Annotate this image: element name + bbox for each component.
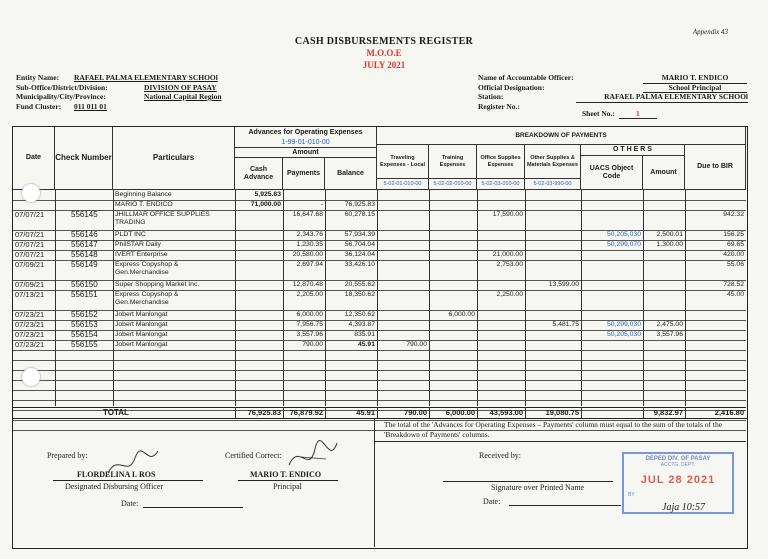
totals-label: TOTAL	[103, 408, 129, 417]
register-subtitle: M.O.O.E	[366, 48, 402, 58]
register-table	[12, 126, 748, 419]
cell-balance: 57,934.39	[344, 231, 375, 238]
cell-particulars: PLDT INC	[115, 231, 146, 238]
signature-label: Signature over Printed Name	[491, 483, 585, 492]
cell-bir: 156.25	[723, 231, 744, 238]
cell-payments: 7,956.75	[296, 321, 323, 328]
col-header-traveling: Traveling Expenses - Local	[377, 145, 429, 179]
register-label: Register No.:	[478, 101, 520, 111]
designation-value: School Principal	[643, 83, 747, 94]
title-block	[0, 36, 768, 71]
total-bir: 2,416.80	[714, 408, 744, 417]
cell-date: 07/23/21	[15, 340, 45, 349]
traveling-code: 5-02-01-010-00	[377, 179, 429, 190]
cell-check: 556147	[71, 240, 98, 249]
cell-uacs: 50,205,030	[606, 231, 641, 238]
col-header-due-bir: Due to BIR	[685, 145, 746, 190]
cell-particulars: PhilSTAR Daily	[115, 241, 161, 248]
cell-check: 556146	[71, 230, 98, 239]
col-header-uacs: UACS Object Code	[581, 156, 643, 190]
cell-payments: 6,000.00	[296, 311, 323, 318]
total-cash-advance: 76,925.83	[247, 408, 281, 417]
col-header-date: Date	[13, 127, 55, 190]
prepared-title: Designated Disbursing Officer	[65, 482, 164, 491]
designation-label: Official Designation:	[478, 82, 545, 92]
cell-payments: 1,230.35	[296, 241, 323, 248]
certified-label: Certified Correct:	[225, 451, 282, 460]
col-header-cash-advance: Cash Advance	[235, 158, 283, 190]
station-label: Station:	[478, 92, 504, 101]
right-header	[478, 73, 753, 111]
municipality-label: Municipality/City/Province:	[16, 92, 106, 101]
cell-training: 6,000.00	[448, 311, 475, 318]
cell-particulars: Jobert Manlongat	[115, 321, 168, 328]
cell-check: 556151	[71, 290, 98, 299]
certified-signature-icon	[281, 437, 341, 477]
cell-payments: 2,205.00	[296, 291, 323, 298]
stamp-date: JUL 28 2021	[640, 474, 716, 486]
station-value: RAFAEL PALMA ELEMENTARY SCHOOl	[576, 92, 748, 103]
cell-check: 556152	[71, 310, 98, 319]
total-payments: 76,879.92	[289, 408, 323, 417]
sheet-value: 1	[619, 109, 657, 119]
prepared-signature-icon	[103, 443, 163, 483]
entity-label: Entity Name:	[16, 73, 60, 82]
cell-particulars: Express Copyshop & Gen.Merchandise	[115, 261, 179, 276]
suboffice-label: Sub-Office/District/Division:	[16, 82, 108, 92]
cell-others-amt: 1,300.00	[656, 241, 683, 248]
sheet-label: Sheet No.:	[582, 109, 615, 118]
cell-others-amt: 2,475.00	[656, 321, 683, 328]
cell-date: 07/09/21	[15, 280, 45, 289]
cell-bir: 45.00	[726, 291, 744, 298]
col-header-payments: Payments	[283, 158, 325, 190]
fund-value: 011 011 01	[74, 101, 107, 111]
cell-others-amt: 2,500.01	[656, 231, 683, 238]
cell-particulars: Beginning Balance	[115, 191, 172, 198]
total-office: 43,593.00	[489, 408, 523, 417]
cell-uacs: 50,299,070	[606, 241, 641, 248]
stamp-by: BY	[628, 492, 635, 498]
cell-payments: 3,557.96	[296, 331, 323, 338]
cell-check: 556155	[71, 340, 98, 349]
cell-office: 2,753.00	[496, 261, 523, 268]
col-header-particulars: Particulars	[113, 127, 235, 190]
cell-particulars: IVERT Enterprise	[115, 251, 168, 258]
cell-others-amt: 3,557.96	[656, 331, 683, 338]
cell-bir: 728.52	[723, 281, 744, 288]
cell-other-sup: 5,481.75	[552, 321, 579, 328]
cell-particulars: MARIO T. ENDICO	[115, 201, 173, 208]
cell-bir: 942.32	[723, 211, 744, 218]
certified-name: MARIO T. ENDICO	[250, 470, 322, 479]
cell-payments: 2,343.76	[296, 231, 323, 238]
cell-balance: 76,925.83	[344, 201, 375, 208]
office-supplies-code: 5-02-03-010-00	[477, 179, 525, 190]
cell-date: 07/23/21	[15, 310, 45, 319]
cell-check: 556153	[71, 320, 98, 329]
advances-code: 1-99-01-010-00	[235, 138, 377, 148]
officer-value: MARIO T. ENDICO	[643, 73, 747, 84]
total-other-sup: 19,080.75	[545, 408, 579, 417]
cell-bir: 420.00	[723, 251, 744, 258]
total-travel: 790.00	[404, 408, 427, 417]
cell-balance: 56,704.04	[344, 241, 375, 248]
other-supplies-code: 5-02-03-990-00	[525, 179, 581, 190]
cell-check: 556145	[71, 210, 98, 219]
cell-bir: 69.65	[726, 241, 744, 248]
col-header-others-amount: Amount	[643, 156, 685, 190]
total-balance: 45.91	[356, 408, 375, 417]
cell-cash-advance: 5,925.83	[254, 191, 281, 198]
stamp-line1: DEPED DIV. OF PASAY	[645, 456, 711, 462]
total-note: The total of the 'Advances for Operating Expenses – Payments' column must equal to the sum of the totals of the 'Breakdown of Payments' columns.	[384, 420, 723, 439]
punch-hole-icon	[22, 184, 40, 202]
cell-balance: 45.91	[357, 341, 375, 348]
training-code: 5-02-02-010-00	[429, 179, 477, 190]
suboffice-value: DIVISION OF PASAY	[144, 82, 217, 92]
cell-balance: 835.91	[354, 331, 375, 338]
register-period: JULY 2021	[362, 60, 406, 70]
cell-uacs: 50,205,030	[606, 331, 641, 338]
prepared-date-label: Date:	[121, 499, 139, 508]
cell-balance: 12,350.62	[344, 311, 375, 318]
cell-particulars: Jobert Manlongat	[115, 341, 168, 348]
cell-payments: 790.00	[302, 341, 323, 348]
cell-date: 07/23/21	[15, 330, 45, 339]
col-header-breakdown: BREAKDOWN OF PAYMENTS	[377, 127, 746, 145]
received-label: Received by:	[479, 451, 521, 460]
stamp-handwritten: Jaja 10:57	[662, 502, 706, 513]
cell-payments: 20,580.00	[292, 251, 323, 258]
cell-date: 07/07/21	[15, 250, 45, 259]
cell-date: 07/13/21	[15, 290, 45, 299]
col-header-training: Training Expenses	[429, 145, 477, 179]
cell-uacs: 50,299,030	[606, 321, 641, 328]
cell-check: 556149	[71, 260, 98, 269]
cell-payments: 12,870.48	[292, 281, 323, 288]
cell-date: 07/07/21	[15, 240, 45, 249]
officer-label: Name of Accountable Officer:	[478, 73, 574, 82]
col-header-other-supplies: Other Supplies & Materials Expenses	[525, 145, 581, 179]
col-header-amount: Amount	[235, 148, 377, 158]
received-date-label: Date:	[483, 497, 501, 506]
cell-balance: 60,278.15	[344, 211, 375, 218]
cell-check: 556148	[71, 250, 98, 259]
cell-particulars: Jobert Manlongat	[115, 331, 168, 338]
cell-payments: 16,647.68	[292, 211, 323, 218]
cell-date: 07/07/21	[15, 230, 45, 239]
total-training: 6,000.00	[445, 408, 475, 417]
cell-payments: 2,697.94	[296, 261, 323, 268]
left-header	[16, 73, 222, 111]
cell-balance: 33,426.10	[344, 261, 375, 268]
register-title: CASH DISBURSEMENTS REGISTER	[294, 36, 474, 47]
entity-value: RAFAEL PALMA ELEMENTARY SCHOOl	[74, 73, 218, 82]
appendix-label: Appendix 43	[692, 28, 728, 36]
cell-particulars: Super Shopping Market Inc.	[115, 281, 200, 288]
cell-check: 556150	[71, 280, 98, 289]
cell-date: 07/07/21	[15, 210, 45, 219]
cell-travel: 790.00	[406, 341, 427, 348]
cell-office: 21,000.00	[492, 251, 523, 258]
cell-balance: 20,555.62	[344, 281, 375, 288]
col-header-check: Check Number	[55, 127, 113, 190]
col-header-office-supplies: Office Supplies Expenses	[477, 145, 525, 179]
cell-bir: 55.06	[726, 261, 744, 268]
col-header-advances: Advances for Operating Expenses	[235, 127, 377, 139]
cell-other-sup: 13,599.00	[548, 281, 579, 288]
cell-balance: 36,124.04	[344, 251, 375, 258]
cell-date: 07/09/21	[15, 260, 45, 269]
cell-payments: -	[320, 201, 323, 208]
prepared-name: FLORDELINA I. ROS	[77, 470, 156, 479]
municipality-value: National Capital Region	[144, 92, 222, 101]
cell-particulars: JHILLMAR OFFICE SUPPLIES TRADING	[115, 211, 210, 226]
cell-balance: 18,350.62	[344, 291, 375, 298]
cell-office: 2,250.00	[496, 291, 523, 298]
cell-date: 07/23/21	[15, 320, 45, 329]
cell-balance: 4,393.87	[348, 321, 375, 328]
sheet-number	[582, 109, 657, 119]
punch-hole-icon	[22, 368, 40, 386]
certified-title: Principal	[273, 482, 302, 491]
col-header-balance: Balance	[325, 158, 377, 190]
cell-office: 17,590.00	[492, 211, 523, 218]
fund-label: Fund Cluster:	[16, 101, 62, 111]
cell-check: 556154	[71, 330, 98, 339]
cell-cash-advance: 71,000.00	[250, 201, 281, 208]
prepared-label: Prepared by:	[47, 451, 88, 460]
cell-particulars: Express Copyshop & Gen.Merchandise	[115, 291, 179, 306]
total-others-amt: 9,832.97	[653, 408, 683, 417]
stamp-line2: ACCTG. DEPT.	[660, 462, 696, 468]
cell-particulars: Jobert Manlongat	[115, 311, 168, 318]
col-header-others: O T H E R S	[581, 145, 685, 156]
